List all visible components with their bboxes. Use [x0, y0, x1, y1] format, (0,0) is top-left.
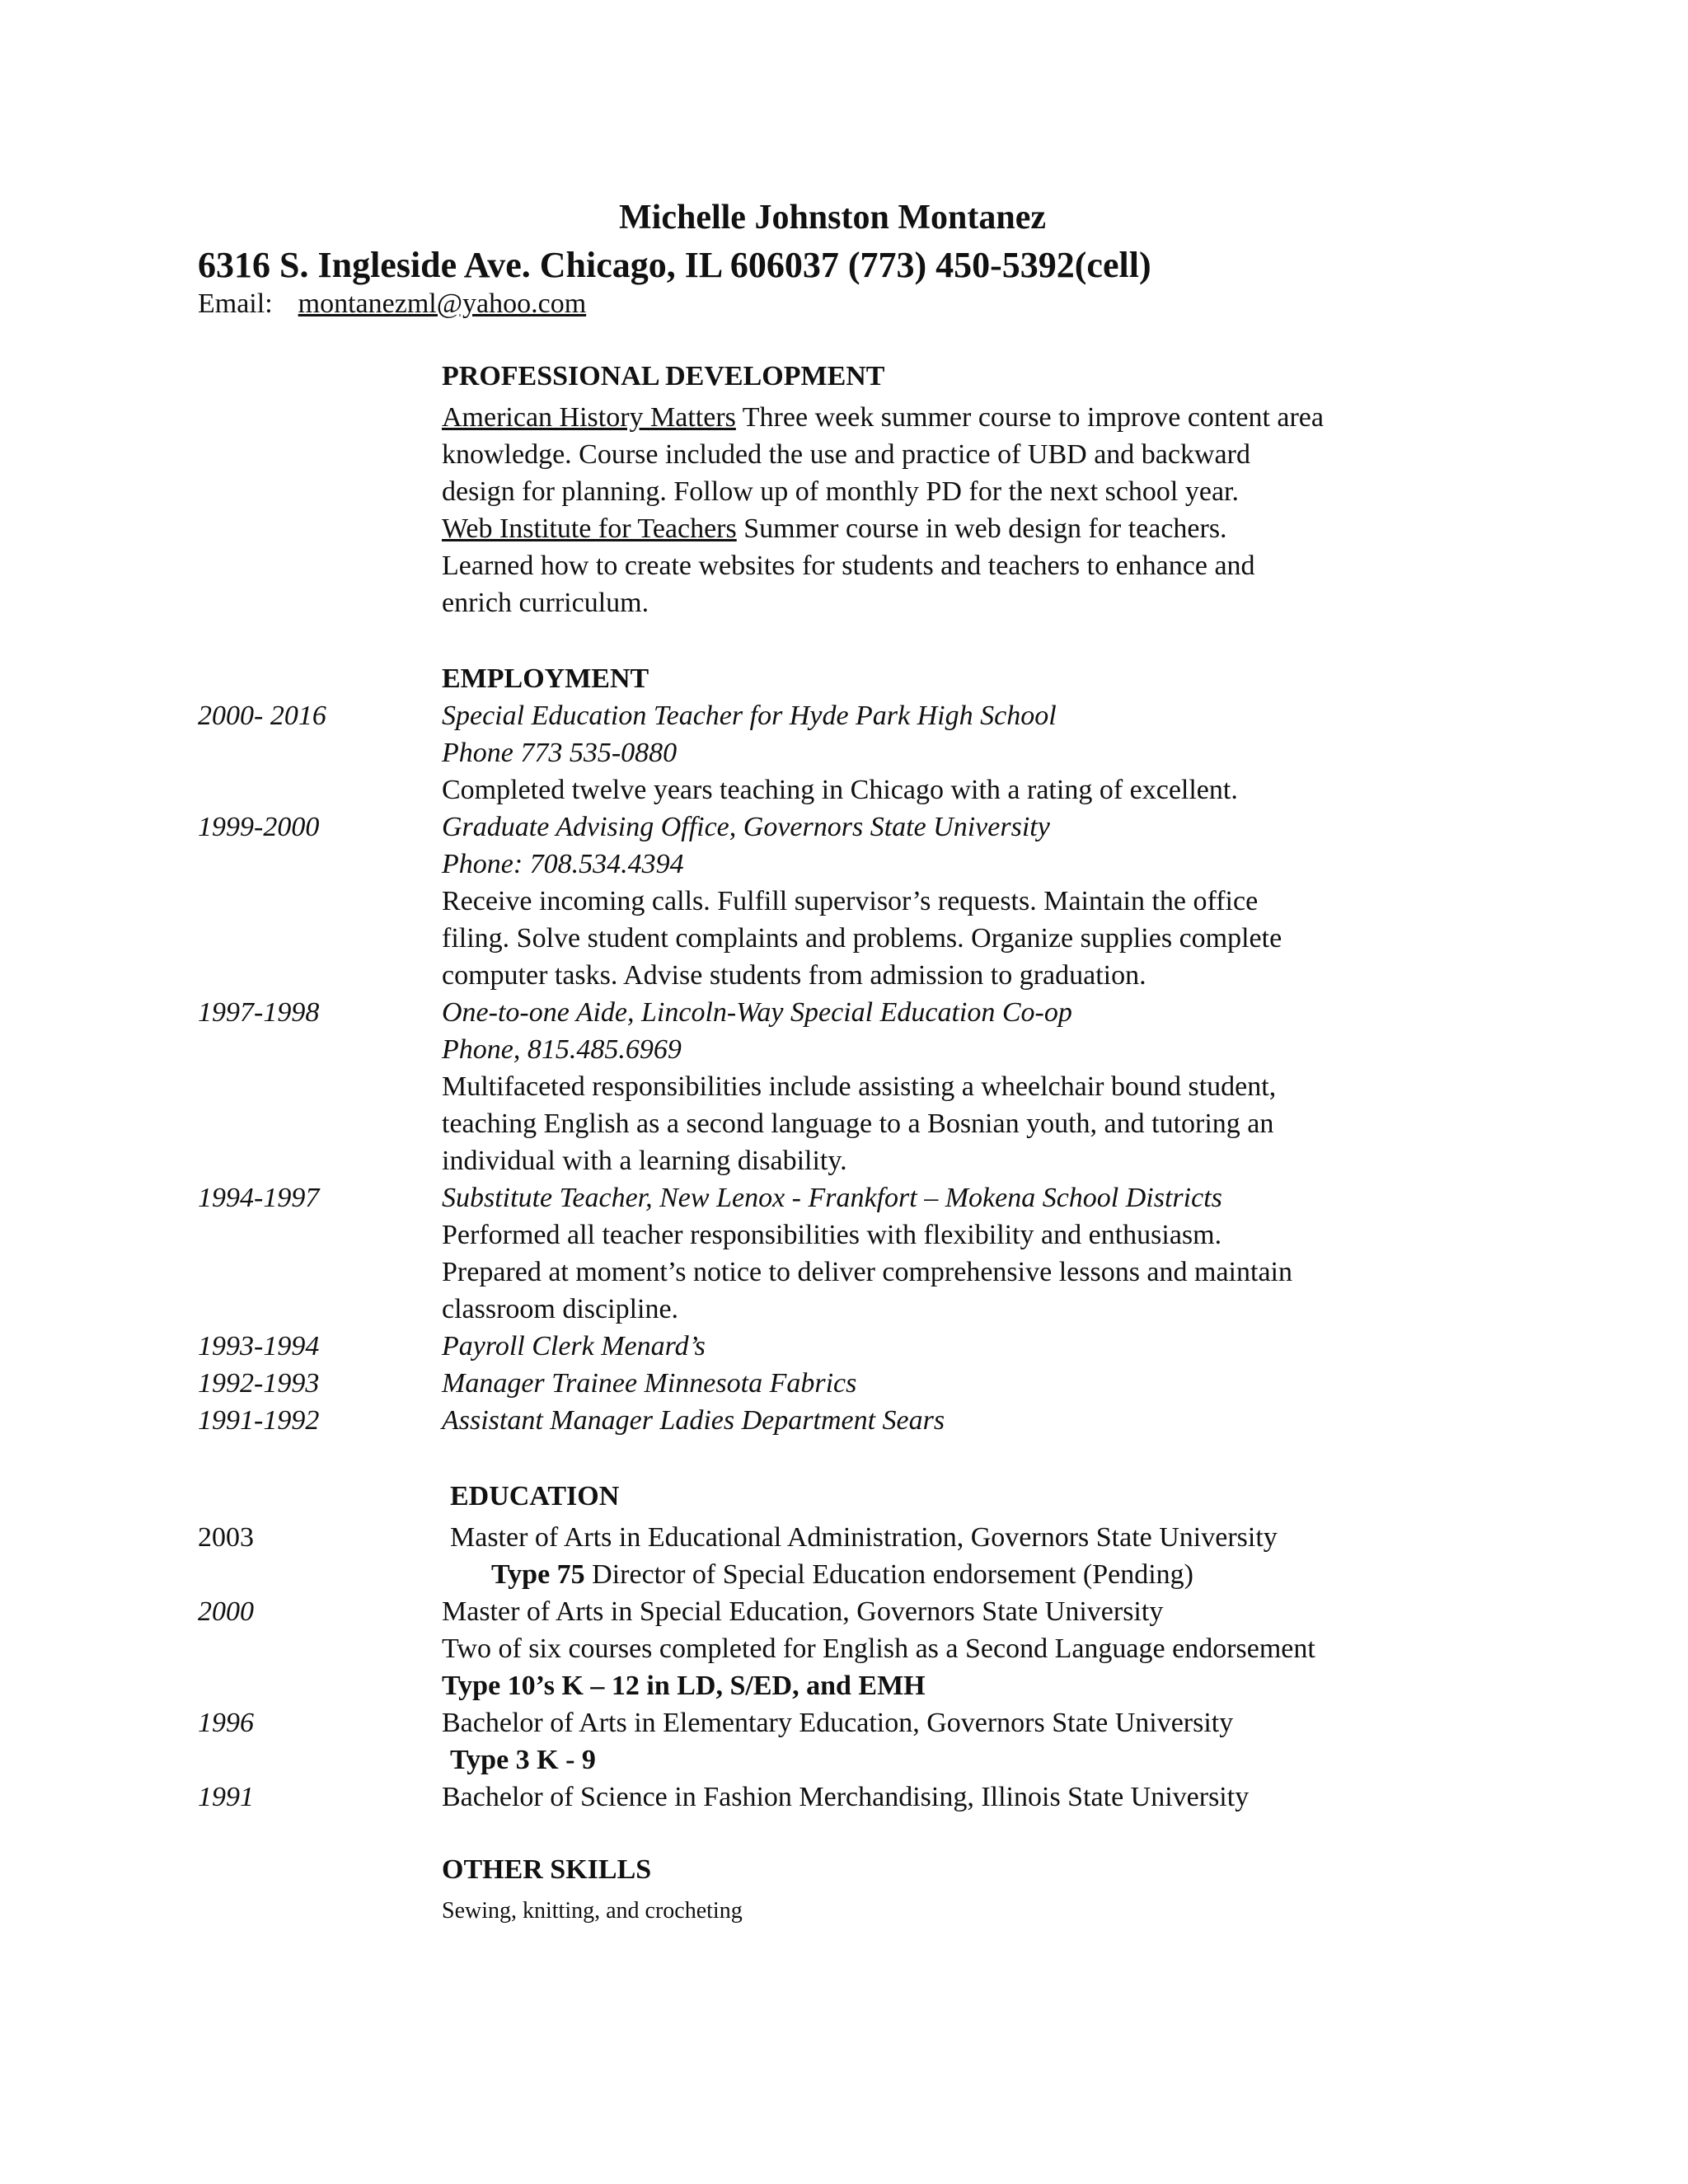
section-heading-other-skills: OTHER SKILLS — [442, 1854, 652, 1885]
pd-item1-line3: design for planning. Follow up of monthly PD for the next school year. — [442, 476, 1239, 507]
pd-item1-line2: knowledge. Course included the use and practice of UBD and backward — [442, 439, 1250, 470]
section-heading-professional-development: PROFESSIONAL DEVELOPMENT — [442, 361, 885, 391]
job-phone: Phone, 815.485.6969 — [442, 1034, 682, 1065]
pd-item1-line1: American History Matters Three week summer course to improve content area — [442, 402, 1324, 433]
job-dates: 1994-1997 — [198, 1183, 320, 1213]
job-title: Special Education Teacher for Hyde Park High School — [442, 701, 1057, 731]
job-dates: 1991-1992 — [198, 1405, 320, 1436]
education-year: 1996 — [198, 1708, 254, 1738]
education-year: 1991 — [198, 1782, 254, 1812]
education-year: 2003 — [198, 1522, 254, 1553]
education-certification: Type 3 K - 9 — [450, 1745, 596, 1775]
pd-item2-line1: Web Institute for Teachers Summer course in web design for teachers. — [442, 513, 1227, 544]
job-desc-line: computer tasks. Advise students from admission to graduation. — [442, 960, 1146, 991]
email-link[interactable]: montanezml@yahoo.com — [298, 288, 587, 319]
job-dates: 1997-1998 — [198, 997, 320, 1028]
education-certification: Type 75 Director of Special Education endorsement (Pending) — [491, 1559, 1193, 1590]
section-heading-employment: EMPLOYMENT — [442, 663, 649, 694]
job-dates: 1992-1993 — [198, 1368, 320, 1399]
job-desc-line: teaching English as a second language to a Bosnian youth, and tutoring an — [442, 1108, 1274, 1139]
job-dates: 2000- 2016 — [198, 701, 326, 731]
education-degree: Master of Arts in Educational Administration, Governors State University — [450, 1522, 1278, 1553]
job-desc-line: Prepared at moment’s notice to deliver comprehensive lessons and maintain — [442, 1257, 1292, 1287]
section-heading-education: EDUCATION — [450, 1481, 620, 1511]
job-title: Substitute Teacher, New Lenox - Frankfort – Mokena School Districts — [442, 1183, 1222, 1213]
pd-item1-title: American History Matters — [442, 402, 736, 433]
pd-item2-line2: Learned how to create websites for students and teachers to enhance and — [442, 551, 1255, 581]
job-desc-line: Multifaceted responsibilities include assisting a wheelchair bound student, — [442, 1071, 1277, 1102]
email-label: Email: — [198, 288, 273, 319]
education-degree: Bachelor of Arts in Elementary Education, Governors State University — [442, 1708, 1234, 1738]
candidate-name: Michelle Johnston Montanez — [619, 199, 1046, 237]
job-desc-line: classroom discipline. — [442, 1294, 679, 1324]
education-degree: Master of Arts in Special Education, Governors State University — [442, 1596, 1164, 1627]
job-dates: 1993-1994 — [198, 1331, 320, 1361]
education-note: Two of six courses completed for English as a Second Language endorsement — [442, 1633, 1315, 1664]
job-dates: 1999-2000 — [198, 812, 320, 842]
job-title: Manager Trainee Minnesota Fabrics — [442, 1368, 857, 1399]
job-phone: Phone 773 535-0880 — [442, 738, 678, 768]
education-degree: Bachelor of Science in Fashion Merchandising, Illinois State University — [442, 1782, 1250, 1812]
education-certification: Type 10’s K – 12 in LD, S/ED, and EMH — [442, 1671, 926, 1701]
job-title: Assistant Manager Ladies Department Sears — [442, 1405, 945, 1436]
email-line — [198, 288, 586, 320]
education-year: 2000 — [198, 1596, 254, 1627]
job-desc-line: Completed twelve years teaching in Chicago with a rating of excellent. — [442, 775, 1238, 805]
job-phone: Phone: 708.534.4394 — [442, 849, 684, 879]
job-title: Payroll Clerk Menard’s — [442, 1331, 706, 1361]
job-desc-line: filing. Solve student complaints and problems. Organize supplies complete — [442, 923, 1282, 954]
pd-item2-line3: enrich curriculum. — [442, 588, 649, 618]
job-desc-line: Receive incoming calls. Fulfill supervisor’s requests. Maintain the office — [442, 886, 1259, 916]
contact-address: 6316 S. Ingleside Ave. Chicago, IL 606037 (773) 450-5392(cell) — [198, 245, 1151, 285]
pd-item2-title: Web Institute for Teachers — [442, 513, 737, 544]
job-desc-line: Performed all teacher responsibilities with flexibility and enthusiasm. — [442, 1220, 1222, 1250]
job-desc-line: individual with a learning disability. — [442, 1146, 847, 1176]
other-skills-text: Sewing, knitting, and crocheting — [442, 1898, 743, 1924]
job-title: Graduate Advising Office, Governors State University — [442, 812, 1050, 842]
job-title: One-to-one Aide, Lincoln-Way Special Education Co-op — [442, 997, 1072, 1028]
